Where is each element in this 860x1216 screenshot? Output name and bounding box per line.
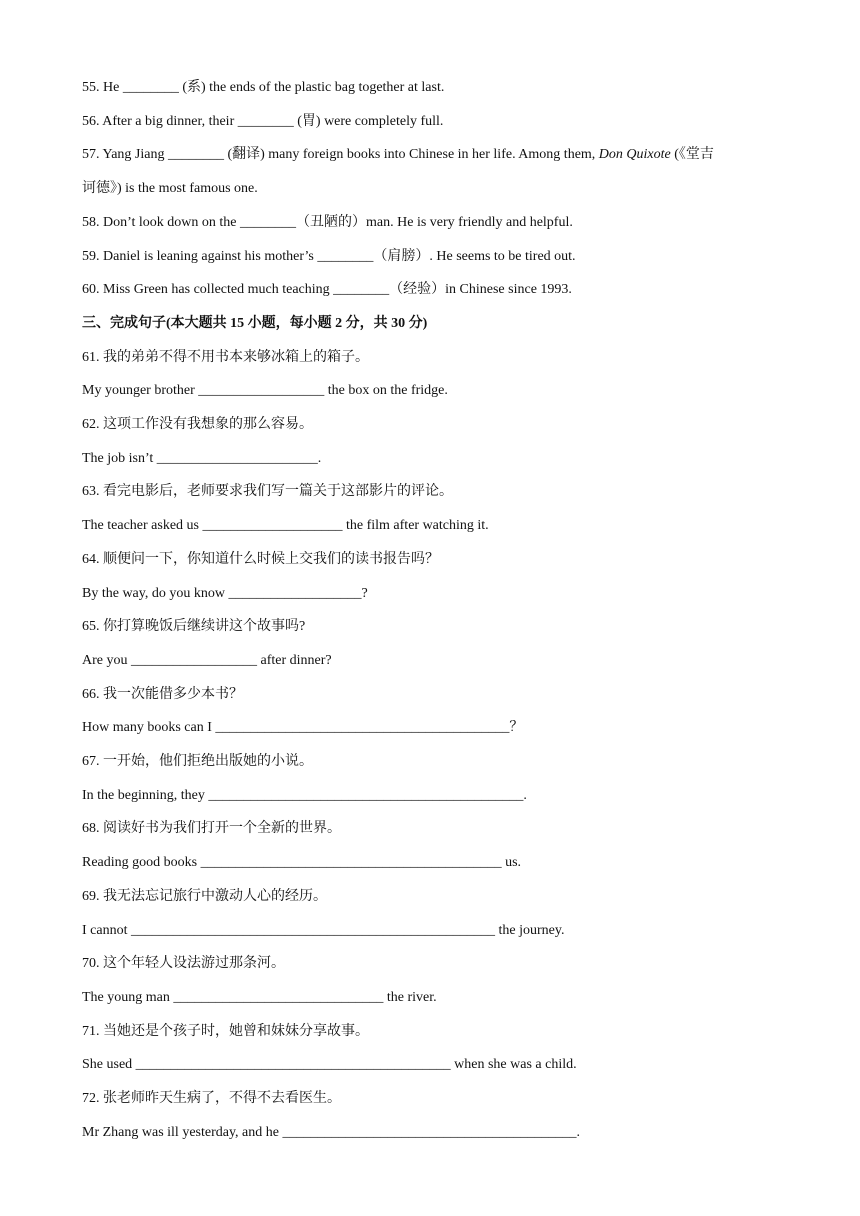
chinese-prompt: 一开始，他们拒绝出版她的小说。 [103,754,313,770]
answer-blank: ________ [167,147,224,163]
question-text-after: （肩膀）. He seems to be tired out. [373,248,576,264]
question-number: 55. [82,80,100,95]
question-61-english: My younger brother __________________ the box on the fridge. [82,383,448,399]
question-text-after: (胃) were completely full. [297,113,444,129]
chinese-prompt: 你打算晚饭后继续讲这个故事吗? [103,619,306,635]
question-number: 69. [82,888,100,904]
question-66-chinese [82,678,782,712]
chinese-prompt: 当她还是个孩子时，她曾和妹妹分享故事。 [103,1023,369,1039]
question-number: 63. [82,484,100,500]
question-number: 60. [82,282,100,298]
question-70-english: The young man ______________________________ the river. [82,989,437,1005]
answer-blank: ________ [317,248,374,264]
question-number: 70. [82,956,100,972]
chinese-prompt: 这项工作没有我想象的那么容易。 [103,417,313,433]
question-number: 57. [82,147,100,163]
question-number: 64. [82,551,100,567]
chinese-prompt: 我的弟弟不得不用书本来够冰箱上的箱子。 [103,349,369,365]
question-number: 56. [82,113,100,129]
question-text-before: Yang Jiang [102,147,165,163]
question-62-chinese [82,408,782,442]
question-58 [82,206,782,240]
chinese-prompt: 看完电影后，老师要求我们写一篇关于这部影片的评论。 [103,484,453,500]
question-57-continued [82,172,782,206]
question-number: 67. [82,754,100,770]
question-69-english: I cannot ____________________________________________________ the journey. [82,922,565,938]
chinese-prompt: 张老师昨天生病了，不得不去看医生。 [103,1091,341,1107]
section-heading: 三、完成句子(本大题共 15 小题，每小题 2 分，共 30 分) [82,315,428,331]
answer-blank: ________ [333,282,390,298]
answer-blank: ________ [237,113,294,129]
question-number: 65. [82,619,100,635]
chinese-prompt: 我一次能借多少本书？ [103,686,243,702]
question-text-before: Miss Green has collected much teaching [103,282,330,298]
question-61-chinese [82,341,782,375]
question-number: 71. [82,1023,100,1039]
worksheet-page [82,71,782,1150]
question-62-english: The job isn’t _______________________. [82,450,322,466]
question-72-english: Mr Zhang was ill yesterday, and he __________________________________________. [82,1124,580,1140]
question-65-chinese [82,610,782,644]
question-64-english: By the way, do you know ___________________? [82,585,368,601]
question-text-tail: (《堂吉 [674,147,714,163]
question-67-english: In the beginning, they _____________________________________________. [82,787,527,803]
question-number: 68. [82,821,100,837]
question-55 [82,71,782,105]
question-69-chinese [82,880,782,914]
chinese-prompt: 顺便问一下，你知道什么时候上交我们的读书报告吗？ [103,551,439,567]
question-66-english: How many books can I __________________________________________？ [82,720,524,736]
question-67-chinese [82,745,782,779]
answer-blank: ________ [240,214,297,230]
chinese-prompt: 我无法忘记旅行中激动人心的经历。 [103,888,327,904]
question-number: 72. [82,1091,100,1107]
question-text-before: He [103,80,120,95]
question-71-chinese [82,1015,782,1049]
question-57 [82,138,782,172]
question-text-before: Don’t look down on the [103,214,237,230]
question-text-before: After a big dinner, their [102,113,235,129]
question-number: 59. [82,248,100,264]
question-60 [82,273,782,307]
question-70-chinese [82,947,782,981]
question-71-english: She used _____________________________________________ when she was a child. [82,1057,577,1073]
question-68-english: Reading good books ___________________________________________ us. [82,855,522,871]
question-text-continued: 诃德》) is the most famous one. [82,181,258,197]
book-title: Don Quixote [598,147,671,163]
question-63-chinese [82,475,782,509]
answer-blank: ________ [122,80,179,95]
question-number: 61. [82,349,100,365]
question-64-chinese [82,543,782,577]
question-text-before: Daniel is leaning against his mother’s [103,248,314,264]
chinese-prompt: 阅读好书为我们打开一个全新的世界。 [103,821,341,837]
question-63-english: The teacher asked us ____________________ the film after watching it. [82,518,489,534]
question-59 [82,240,782,274]
question-72-chinese [82,1082,782,1116]
question-text-after: （经验）in Chinese since 1993. [389,282,572,298]
question-number: 58. [82,214,100,230]
question-number: 62. [82,417,100,433]
question-number: 66. [82,686,100,702]
question-text-after: (翻译) many foreign books into Chinese in her life. Among them, [227,147,596,163]
question-56 [82,105,782,139]
question-text-after: (系) the ends of the plastic bag together at last. [182,80,445,95]
chinese-prompt: 这个年轻人设法游过那条河。 [103,956,285,972]
question-text-after: （丑陋的）man. He is very friendly and helpful. [296,214,573,230]
question-65-english: Are you __________________ after dinner? [82,652,332,668]
question-68-chinese [82,812,782,846]
